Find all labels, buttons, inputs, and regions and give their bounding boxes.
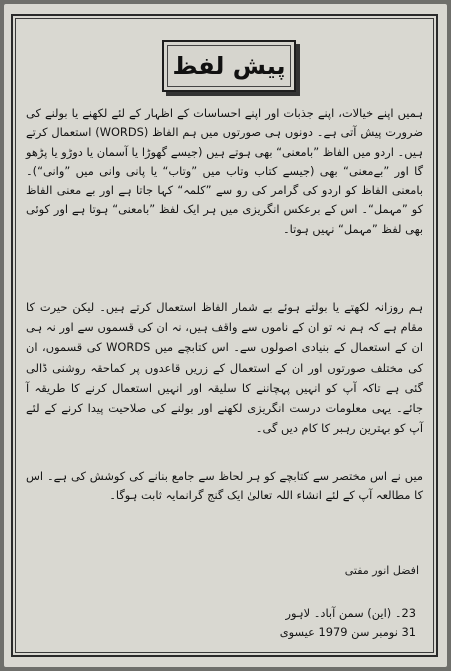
paragraph-3-text: میں نے اس مختصر سے کتابچے کو ہر لحاظ سے جامع بنانے کی کوشش کی ہے۔ اس کا مطالعہ آپ کے لئے انشاء اللہ تعالیٰ ایک گنج گرانمایہ ثابت ہوگا۔ (26, 469, 423, 502)
paragraph-1-text: ہمیں اپنے خیالات، اپنے جذبات اور اپنے احساسات کے اظہار کے لئے لکھنے یا بولنے کی ضرورت پیش آتی ہے۔ دونوں ہی صورتوں میں ہم الفاظ (WORDS) استعمال کرتے ہیں۔ اردو میں الفاظ ”بامعنی“ بھی ہوتے ہیں (جیسے گھوڑا یا آسمان یا دوڑو یا پڑھو گا اور ”بےمعنی“ بھی (جیسے کتاب وتاب میں ”وتاب“ یا پانی وانی میں ”وانی“)۔ بامعنی الفاظ کو اردو کی گرامر کی رو سے ”کلمہ“ کہا جاتا ہے اور بے معنی الفاظ کو ”مہمل“۔ اس کے برعکس انگریزی میں ہر ایک لفظ ”بامعنی“ ہوتا ہے اور کوئی بھی لفظ ”مہمل“ نہیں ہوتا۔ (26, 106, 423, 236)
author-signature: افضل انور مفتی (344, 564, 419, 577)
paragraph-2 (26, 297, 423, 438)
title-box (162, 40, 296, 92)
paragraph-3 (26, 467, 423, 505)
scanned-page (4, 4, 447, 667)
address-line-1: 23۔ (این) سمن آباد۔ لاہور (285, 606, 416, 620)
address-block (236, 604, 416, 642)
paragraph-1 (26, 104, 423, 239)
paragraph-2-text: ہم روزانہ لکھتے یا بولتے ہوئے بے شمار الفاظ استعمال کرتے ہیں۔ لیکن حیرت کا مقام ہے کہ ہم نہ تو ان کے ناموں سے واقف ہیں، نہ ان کی قسموں سے اور نہ ہی ان کے استعمال کے بنیادی اصولوں سے۔ اس کتابچے میں WORDS کی قسموں، ان کی مختلف صورتوں اور ان کے استعمال کے زریں قاعدوں پر کماحقہ روشنی ڈالی گئی ہے تاکہ آپ کو انہیں پہچاننے کا سلیقہ اور انہیں استعمال کرنے کا طریقہ آ جائے۔ یہی معلومات درست انگریزی لکھنے اور بولنے کی صلاحیت پیدا کرنے کے لئے آپ کو بہترین رہبر کا کام دیں گی۔ (26, 300, 423, 436)
page-title: پیش لفظ (172, 52, 286, 80)
address-line-2: 31 نومبر سن 1979 عیسوی (279, 625, 416, 639)
